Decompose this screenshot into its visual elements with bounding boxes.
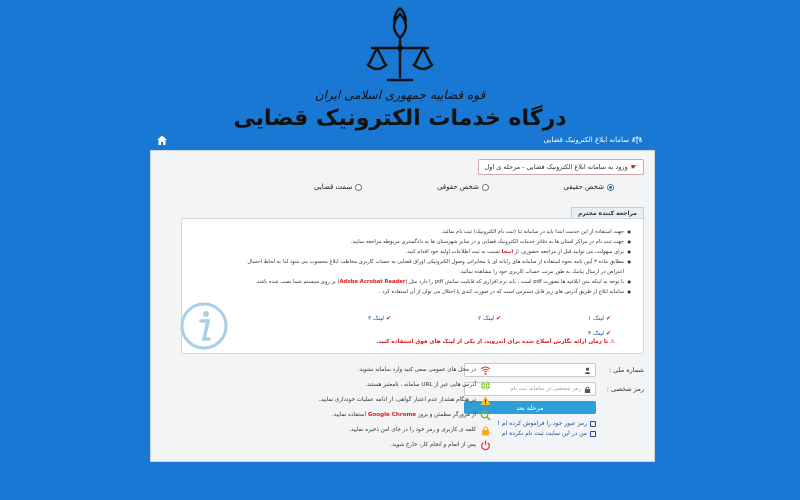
notice-box: [181, 218, 644, 354]
tip-text: پس از اتمام و انجام کار، خارج شوید.: [390, 442, 476, 448]
highlight-text[interactable]: Adobe Acrobat Reader: [339, 279, 406, 285]
national-id-row: [464, 363, 644, 377]
system-label: [544, 135, 642, 145]
step-indicator: [478, 159, 644, 175]
radio-legal-person[interactable]: [437, 183, 489, 191]
notice-item: ● سامانه ابلاغ از طریق آدرس های زیر قابل دسترس است که در صورت کندی یا اختلال می توان از آن استفاده کرد .: [242, 287, 631, 297]
tip-item: [241, 378, 491, 392]
next-step-button[interactable]: مرحله بعد: [464, 401, 596, 414]
radio-dot[interactable]: [355, 184, 362, 191]
android-warning: [376, 339, 615, 345]
tip-text: در محل های عمومی سعی کنید وارد سامانه نشوید.: [357, 367, 476, 373]
wifi-warning-icon: [480, 365, 491, 376]
radio-judicial-position[interactable]: [314, 183, 362, 191]
password-row: [464, 382, 644, 396]
user-icon: [584, 367, 591, 374]
forgot-link-text[interactable]: رمز عبور خود را فراموش کرده ام !: [497, 420, 587, 427]
tip-text: از مرورگر مطمئن و بروز Google Chrome استفاده نمایید.: [331, 412, 476, 418]
tip-item: [241, 408, 491, 422]
radio-label: شخص حقوقی: [436, 183, 479, 191]
pointer-icon: ☛: [630, 163, 637, 171]
check-icon: ✔: [385, 315, 391, 322]
warning-text: تا زمان ارائه نگارش اصلاح شده برای اندروید، از یکی از لینک های فوق استفاده کنید.: [376, 339, 609, 345]
step-text: ورود به سامانه ابلاغ الکترونیک قضایی - مرحله ی اول: [484, 163, 628, 171]
mirror-link-4[interactable]: [501, 330, 611, 337]
judiciary-name: قوه قضاییه جمهوری اسلامی ایران: [314, 88, 486, 102]
security-tips: [241, 363, 491, 453]
national-id-label: شماره ملی :: [608, 366, 644, 374]
mirror-link-2[interactable]: [391, 315, 501, 322]
link-label[interactable]: لینک ۲: [478, 315, 494, 322]
radio-dot[interactable]: [607, 184, 614, 191]
mirror-link-1[interactable]: [501, 315, 611, 322]
notice-item: ● جهت استفاده از این خدمت ابتدا باید در سامانه ثنا (ثبت نام الکترونیک) ثبت نام نمائید.: [242, 227, 631, 237]
not-registered-text[interactable]: من در این سایت ثبت نام نکرده ام: [501, 430, 587, 437]
link-label[interactable]: لینک ۱: [588, 315, 604, 322]
tip-item: [241, 438, 491, 452]
main-panel: [150, 150, 655, 462]
notice-item: ● برای سهولت، می توانید قبل از مراجعه حضوری، از اینجا نسبت به ثبت اطلاعات اولیه خود اقدام کنید.: [242, 247, 631, 257]
tip-item: [241, 393, 491, 407]
tip-item: [241, 423, 491, 437]
mirror-links: [281, 315, 611, 337]
tip-text: در هنگام هشدار عدم اعتبار گواهی، از ادامه عملیات خودداری نمایید.: [318, 397, 476, 403]
check-icon: ✔: [495, 315, 501, 322]
link-label[interactable]: لینک ۴: [588, 330, 604, 337]
warning-icon: ⚠: [608, 339, 615, 345]
radio-label: شخص حقیقی: [563, 183, 604, 191]
radio-label: سمت قضایی: [314, 183, 353, 191]
highlight-text[interactable]: اینجا: [501, 249, 514, 255]
alert-icon: [480, 395, 491, 406]
person-type-group: [314, 183, 614, 191]
notice-list: [182, 219, 643, 297]
notice-tab: مراجعه کننده محترم: [571, 207, 644, 219]
search-icon: [480, 410, 491, 421]
globe-icon: [480, 380, 491, 391]
radio-natural-person[interactable]: [563, 183, 614, 191]
info-icon: [179, 301, 229, 351]
notice-item: ● مطابق ماده ۳ آیین نامه نحوه استفاده از سامانه های رایانه ای یا مخابراتی وصول الکترونیکی اوراق قضایی به حساب کاربری مخاطب ابلاغ محسوب می شود لذا به لحاظ احتمال اعتراض در ارسال پیامک به طور مرتب حساب کاربری خود را مشاهده نمائید.: [242, 257, 631, 277]
password-label: رمز شخصی :: [606, 385, 644, 393]
link-label[interactable]: لینک ۳: [368, 315, 384, 322]
power-icon: [480, 440, 491, 451]
check-icon: ✔: [605, 330, 611, 337]
highlight-text[interactable]: Google Chrome: [367, 412, 417, 418]
tip-text: آدرس هایی غیر از URL سامانه ، نامعتبر هستند.: [365, 382, 476, 388]
notice-item: ● با توجه به اینکه متن ابلاغیه ها بصورت pdf است ، باید نرم افزاری که قابلیت نمایش pdf را دارد مثل (Adobe Acrobat Reader) بر روی سیستم شما نصب شده باشد.: [242, 277, 631, 287]
tip-text: کلمه ی کاربری و رمز خود را در جای امن ذخیره نمایید.: [348, 427, 476, 433]
portal-title: درگاه خدمات الکترونیک قضایی: [233, 106, 567, 131]
home-icon[interactable]: [156, 134, 168, 146]
system-label-text: سامانه ابلاغ الکترونیک قضایی: [543, 136, 629, 144]
radio-dot[interactable]: [482, 184, 489, 191]
lock-icon: [584, 386, 591, 393]
mirror-link-3[interactable]: [281, 315, 391, 322]
password-placeholder: رمز شخصی در سامانه ثبت نام: [510, 386, 581, 392]
login-form: [464, 363, 644, 440]
notice-item: ● جهت ثبت نام در مراکز استان ها به دفاتر خدمات الکترونیک قضایی و در سایر شهرستان ها به دادگستری مربوطه مراجعه نمایید.: [242, 237, 631, 247]
lock-icon: [480, 425, 491, 436]
check-icon: ✔: [605, 315, 611, 322]
tip-item: [241, 363, 491, 377]
key-icon: [590, 421, 596, 427]
register-icon: [590, 431, 596, 437]
judiciary-emblem-icon: [359, 4, 441, 86]
scales-icon: [632, 135, 642, 145]
